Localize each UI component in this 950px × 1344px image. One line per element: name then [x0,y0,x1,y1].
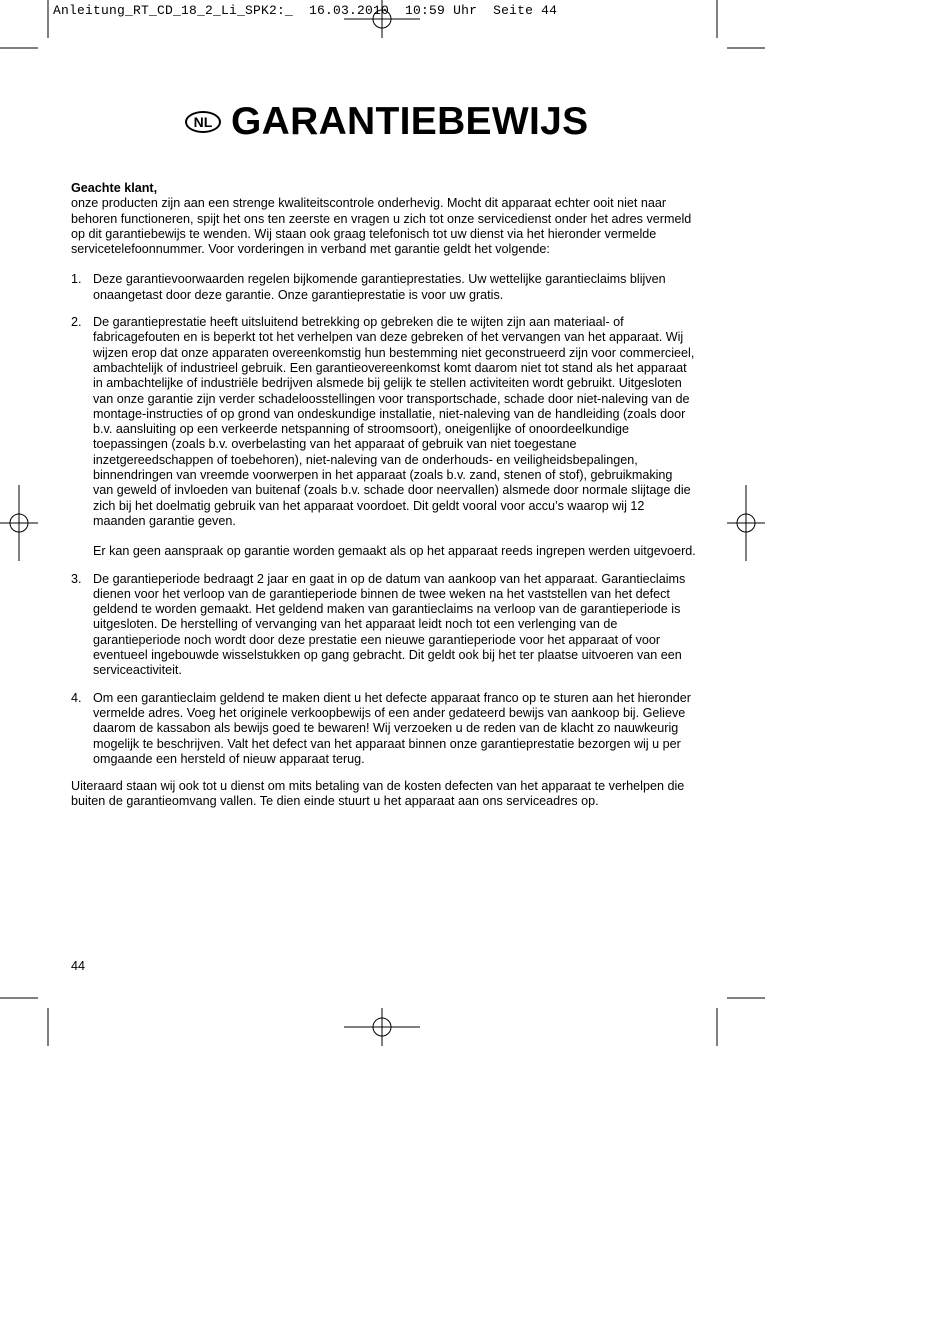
page-title: GARANTIEBEWIJS [231,100,589,143]
registration-mark-right-center [727,485,765,561]
list-item [71,691,696,767]
list-item-text: De garantieprestatie heeft uitsluitend betrekking op gebreken die te wijten zijn aan materiaal- of fabricagefouten en is beperkt tot het verhelpen van deze gebreken of het vervangen van het apparaat. Wij wijzen erop dat onze apparaten overeenkomstig hun bestemming niet geconstrueerd zijn voor commercieel, ambachtelijk of industrieel gebruik. Een garantieovereenkomst komt daarom niet tot stand als het apparaat in ambachtelijke of industriële bedrijven alsmede bij gelijk te stellen activiteiten wordt gebruikt. Uitgesloten van onze garantie zijn verder schadeloosstellingen voor transportschade, schade door niet-naleving van de montage-instructies of op grond van ondeskundige installatie, niet-naleving van de handleiding (zoals door b.v. aansluiting op een verkeerde netspanning of stroomsoort), oneigenlijke of onoordeelkundige toepassingen (zoals b.v. overbelasting van het apparaat of gebruik van niet toegestane inzetgereedschappen of toebehoren), niet-naleving van de onderhouds- en veiligheidsbepalingen, binnendringen van vreemde voorwerpen in het apparaat (zoals b.v. zand, stenen of stof), gebruikmaking van geweld of invloeden van buitenaf (zoals b.v. schade door neervallen) alsmede door normale slijtage die zich bij het doelmatig gebruik van het apparaat voordoet. Dit geldt vooral voor accu’s waarop wij 12 maanden garantie geven. [93,315,695,528]
list-item-text: Om een garantieclaim geldend te maken dient u het defecte apparaat franco op te sturen aan het hieronder vermelde adres. Voeg het originele verkoopbewijs of een ander gedateerd bewijs van aankoop bij. Gelieve daarom de kassabon als bewijs goed te bewaren! Wij verzoeken u de reden van de klacht zo nauwkeurig mogelijk te beschrijven. Valt het defect van het apparaat binnen onze garantieprestatie bezorgen wij u per omgaande een hersteld of nieuw apparaat terug. [93,690,691,766]
list-item-extra-paragraph: Er kan geen aanspraak op garantie worden gemaakt als op het apparaat reeds ingrepen werden uitgevoerd. [93,544,696,559]
registration-mark-bottom-center [344,1008,420,1046]
print-slug-line: Anleitung_RT_CD_18_2_Li_SPK2:_ 16.03.2010 10:59 Uhr Seite 44 [53,3,558,18]
registration-mark-left-center [0,485,38,561]
list-item-text: Deze garantievoorwaarden regelen bijkomende garantieprestaties. Uw wettelijke garantieclaims blijven onaangetast door deze garantie. Onze garantieprestatie is voor uw gratis. [93,272,666,302]
list-item-number: 4. [71,690,82,705]
document-body [71,181,696,810]
greeting: Geachte klant, [71,181,158,195]
list-item-number: 2. [71,315,82,330]
page-number: 44 [71,959,86,973]
warranty-terms-list [71,272,696,767]
closing-paragraph: Uiteraard staan wij ook tot u dienst om mits betaling van de kosten defecten van het apparaat te verhelpen die buiten de garantieomvang vallen. Te dien einde stuurt u het apparaat aan ons serviceadres op. [71,779,685,809]
list-item [71,572,696,679]
list-item-text: De garantieperiode bedraagt 2 jaar en gaat in op de datum van aankoop van het apparaat. Garantieclaims dienen voor het verloop van de garantieperiode binnen de twee weken na het vaststellen van het defect geldend te worden gemaakt. Het geldend maken van garantieclaims na verloop van de garantieperiode is uitgesloten. De herstelling of vervanging van het apparaat leidt noch tot een verlenging van de garantieperiode noch wordt door deze prestatie een nieuwe garantieperiode voor het apparaat of voor eventueel ingebouwde wisselstukken op gang gebracht. Dit geldt ook bij het ter plaatse uitvoeren van een serviceactiviteit. [93,571,686,678]
language-badge: NL [185,111,221,133]
page-header [185,100,588,144]
list-item [71,315,696,559]
list-item-number: 3. [71,571,82,586]
list-item-number: 1. [71,272,82,287]
registration-mark-top-center [344,0,420,38]
intro-paragraph: onze producten zijn aan een strenge kwaliteitscontrole onderhevig. Mocht dit apparaat echter ooit niet naar behoren functioneren, spijt het ons ten zeerste en vragen u zich tot onze servicedienst onder het adres vermeld op dit garantiebewijs te wenden. Wij staan ook graag telefonisch tot uw dienst via het hieronder vermelde servicetelefoonnummer. Voor vorderingen in verband met garantie geldt het volgende: [71,196,692,257]
list-item [71,272,696,303]
